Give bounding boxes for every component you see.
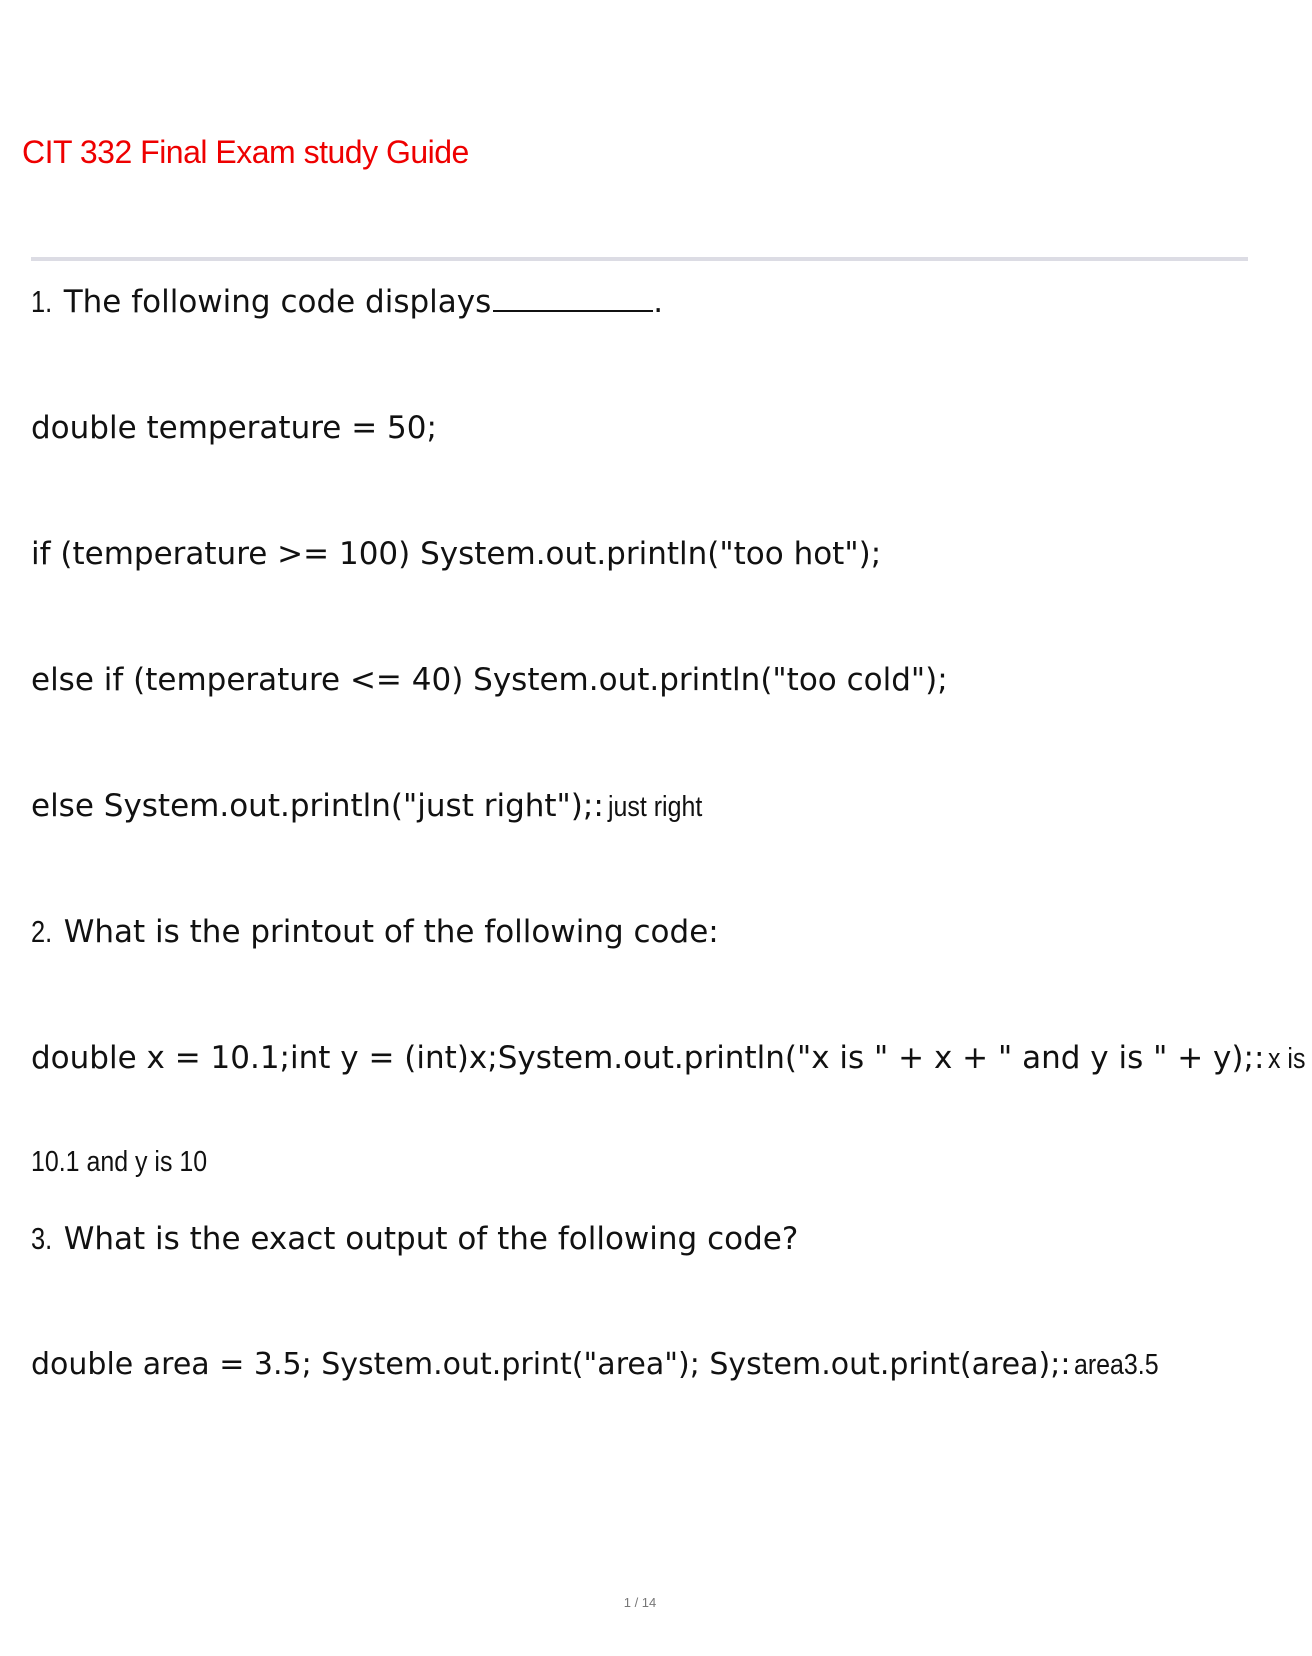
question-1-code-line-4-text: else System.out.println("just right");:: [31, 788, 604, 824]
question-2-answer-part-1: x is: [1268, 1043, 1306, 1075]
question-3-number: 3.: [31, 1221, 53, 1256]
question-2-code-line-1: [31, 1038, 1312, 1079]
question-1-prompt-end: .: [653, 284, 664, 320]
question-2-text: What is the printout of the following code:: [63, 914, 719, 950]
question-2-answer-part-2: 10.1 and y is 10: [31, 1146, 208, 1178]
question-1-text: The following code displays: [63, 284, 492, 320]
question-3-answer: area3.5: [1074, 1349, 1160, 1381]
question-1-answer: just right: [607, 791, 703, 823]
question-2-code-text: double x = 10.1;int y = (int)x;System.out.println("x is " + x + " and y is " + y);:: [31, 1040, 1265, 1076]
question-3-prompt: [31, 1219, 798, 1259]
question-1-code-line-3: else if (temperature <= 40) System.out.println("too cold");: [31, 662, 948, 698]
page-indicator: 1 / 14: [623, 1595, 657, 1610]
document-title: CIT 332 Final Exam study Guide: [22, 134, 469, 170]
question-1-code-line-4: [31, 786, 717, 827]
question-2-number: 2.: [31, 914, 53, 949]
title-divider: [31, 257, 1248, 261]
question-3-code-text: double area = 3.5; System.out.print("area"); System.out.print(area);:: [31, 1347, 1071, 1382]
question-1-code-line-2: if (temperature >= 100) System.out.println("too hot");: [31, 536, 882, 572]
question-1-number: 1.: [31, 284, 53, 319]
question-3-text: What is the exact output of the following code?: [63, 1221, 799, 1257]
answer-blank: [493, 282, 653, 312]
question-1-code-line-1: double temperature = 50;: [31, 410, 437, 446]
question-3-code-line-1: [31, 1345, 1173, 1385]
question-1-prompt: [31, 282, 663, 322]
question-2-prompt: [31, 912, 719, 952]
